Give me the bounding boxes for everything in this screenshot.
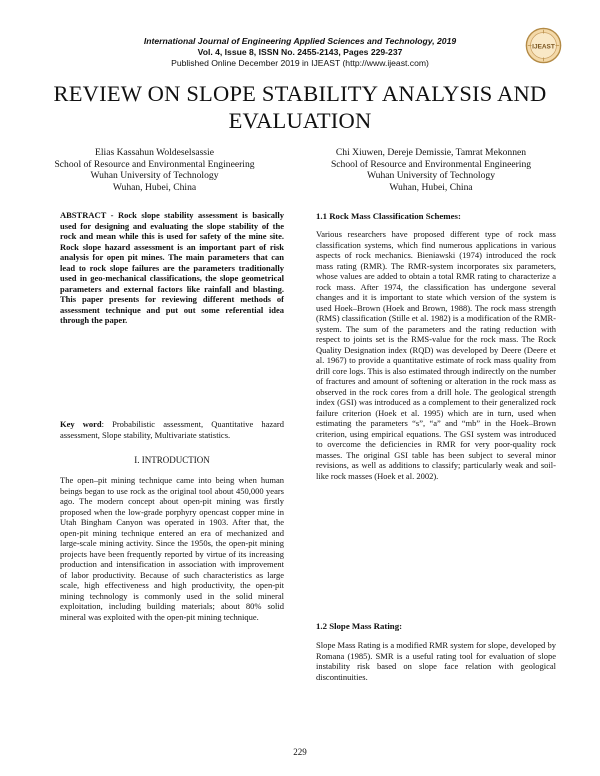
introduction-body [60,475,284,622]
keywords [60,419,284,440]
subsection-heading-rock-mass: 1.1 Rock Mass Classification Schemes: [316,211,461,221]
author-name: Chi Xiuwen, Dereje Demissie, Tamrat Mekonnen [335,147,527,158]
rock-mass-body [316,229,556,481]
author-block-right [300,147,562,193]
abstract-text: ABSTRACT - Rock slope stability assessment is basically used for designing and evaluating the slope stability of the rock and mean while this is used for safety of the mine site. Rock slope hazard assessment is an important part of risk analysis for open pit mines. The main parameters that can lead to rock slope failures are the parameters traditionally used in geo-mechanical classifications, the slope geometrical parameters and external factors like rainfall and blasting. This paper presents for reviewing different methods of assessment technique and put out some referential idea through the paper. [60,210,284,325]
introduction-text: The open–pit mining technique came into being when human beings began to use rock as the original tool about 450,000 years ago. The modern concept about open-pit mining was firstly proposed when the low-grade porphyry opencast copper mine in Utah Bingham Canyon was operated in 1903. After that, the open-pit mining technique entered an era of mechanized and large-scale mining activity. Since the 1950s, the open-pit mining projects have been frequently reported by virtue of its increasing production and intensification in association with improvement of labor productivity. Because of such characteristics as large scale, high effectiveness and high productivity, the open-pit mining technology is commonly used in the solid mineral exploitation, including building materials; about 80% solid mineral was exploited with the open-pit mining technique. [60,475,284,622]
author-city: Wuhan, Hubei, China [389,181,473,193]
author-university: Wuhan University of Technology [90,170,219,182]
slope-mass-body [316,640,556,682]
journal-published: Published Online December 2019 in IJEAST (http://www.ijeast.com) [171,58,429,68]
subsection-heading-slope-mass: 1.2 Slope Mass Rating: [316,621,403,631]
author-city: Wuhan, Hubei, China [112,181,197,193]
keywords-text: : Probabilistic assessment, Quantitative hazard assessment, Slope stability, Multivariate statistics. [60,419,284,440]
logo-text: IJEAST [532,43,555,51]
page-number: 229 [293,747,307,757]
abstract [60,210,284,326]
author-block-left [22,147,287,193]
author-department: School of Resource and Environmental Engineering [54,158,255,170]
slope-mass-text: Slope Mass Rating is a modified RMR system for slope, developed by Romana (1985). SMR is a useful rating tool for evaluation of slope instability risk based on slope face relation with geological discontinuities. [316,640,556,682]
paper-title: REVIEW ON SLOPE STABILITY ANALYSIS AND EVALUATION [53,81,547,133]
journal-logo-icon [525,27,562,64]
section-heading-introduction: I. INTRODUCTION [134,455,210,465]
author-university: Wuhan University of Technology [367,170,495,182]
rock-mass-text: Various researchers have proposed different type of rock mass classification systems, which find numerous applications in various aspects of rock mechanics. Bieniawski (1974) introduced the rock mass rating (RMR). The RMR-system incorporates six parameters, whose values are added to obtain a total RMR rating to characterize a rock mass. After 1974, the classification has undergone several changes and it is important to state which version of the system is used Hoek–Brown (Hoek and Brown, 1988). The rock mass strength (RMS) classification (Stille et al. 1982) is a modification of the RMR-system. The sum of the parameters and the rating reduction with respect to joints set is the RMS-value for the rock mass. The Rock Quality Designation index (RQD) was developed by Deere (Deere et al. 1967) to provide a quantitative estimate of rock mass quality from drill core logs. This is also estimated through indirectly on the number of fractures and amount of softening or alteration in the rock mass as observed in the rock cores from a drill hole. The geological strength index (GSI) was introduced as a complement to their generalized rock failure criterion (Hoek et al. 1995) which are in turn, used when estimating the parameters “s”, “a” and “mb” in the Hoek–Brown criterion, using empirical equations. The GSI system was introduced to overcome the deficiencies in RMR for very poor-quality rock masses. The original GSI table has been subject to several minor revisions, as well as additions to classify; particularly weak and soil-like rock masses (Hoek et al. 2002). [316,229,556,481]
journal-name: International Journal of Engineering Applied Sciences and Technology, 2019 [143,36,457,46]
journal-volume: Vol. 4, Issue 8, ISSN No. 2455-2143, Pages 229-237 [197,47,403,57]
author-name: Elias Kassahun Woldeselsassie [95,147,214,158]
keywords-label: Key word [60,419,102,429]
author-department: School of Resource and Environmental Engineering [330,158,532,170]
